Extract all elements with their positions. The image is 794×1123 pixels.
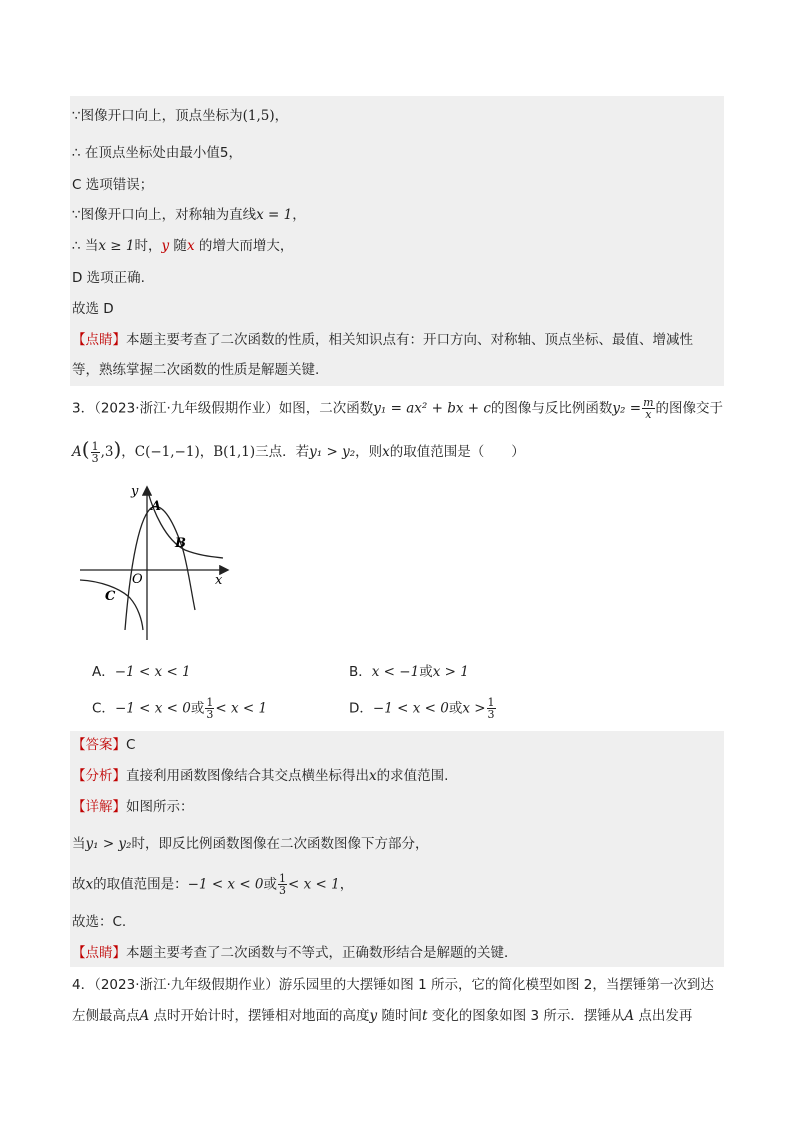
hyperbola-left-branch [80,580,143,630]
q4-stem-line-2: 左侧最高点A 点时开始计时，摆锤相对地面的高度y 随时间t 变化的图象如图 3 所示．摆锤从A 点出发再 [72,1008,693,1024]
origin-label: O [132,572,143,587]
q3-dianjing: 【点睛】本题主要考查了二次函数与不等式，正确数形结合是解题的关键． [72,945,518,961]
prev-line-6: D 选项正确. [72,270,145,286]
q3-analysis: 【分析】直接利用函数图像结合其交点横坐标得出x的求值范围. [72,768,449,784]
q3-stem-fraction: $\frac{m}{x}$ [643,396,654,421]
point-a-fraction: $\frac{1}{3}$ [91,439,99,465]
q3-detail-line-2: 当y₁ > y₂时，即反比例函数图像在二次函数图像下方部分， [72,836,429,852]
option-c[interactable]: C．−1 < x < 0或 $\frac{1}{3}$ < x < 1 [92,696,268,721]
y-axis-label: y [131,484,139,499]
prev-dianjing-2: 等，熟练掌握二次函数的性质是解题关键. [72,362,320,378]
q3-answer: 【答案】C [72,737,136,753]
option-d[interactable]: D．−1 < x < 0或x > $\frac{1}{3}$ [349,696,495,721]
prev-line-3: C 选项错误； [72,177,154,193]
detail-fraction: $\frac{1}{3}$ [279,872,287,897]
q3-stem-line-1: 3．（2023·浙江·九年级假期作业）如图，二次函数y₁ = ax² + bx + c的图像与反比例函数y₂ = $\frac{m}{x}$ 的图像交于 [72,396,724,421]
x-axis-label: x [215,573,223,588]
parabola-curve [125,506,195,630]
q3-stem-line-2: A( $\frac{1}{3}$ ,3)，C(−1,−1)，B(1,1)三点．若y₁ > y₂，则x的取值范围是（ ） [72,437,525,465]
q4-stem-line-1: 4．（2023·浙江·九年级假期作业）游乐园里的大摆锤如图 1 所示，它的简化模型如图 2，当摆锤第一次到达 [72,977,714,993]
prev-line-1: ∵图像开口向上，顶点坐标为(1,5)， [72,108,289,124]
prev-line-2: ∴ 在顶点坐标处由最小值5， [72,145,242,161]
prev-line-4: ∵图像开口向上，对称轴为直线x = 1， [72,207,306,223]
point-b-label: B [175,536,186,551]
prev-line-7: 故选 D [72,301,114,317]
option-b[interactable]: B．x < −1或x > 1 [349,664,469,680]
point-a-label: A [151,499,162,514]
prev-line-5: ∴ 当x ≥ 1时，y 随x 的增大而增大， [72,238,294,254]
prev-dianjing-1: 【点睛】本题主要考查了二次函数的性质，相关知识点有：开口方向、对称轴、顶点坐标、最值、增减性 [72,332,693,348]
q3-detail-line-4: 故选：C. [72,914,127,930]
option-c-fraction: $\frac{1}{3}$ [206,696,214,721]
option-d-fraction: $\frac{1}{3}$ [487,696,495,721]
q3-function-graph [75,480,240,645]
q3-detail-line-3: 故x的取值范围是：−1 < x < 0或 $\frac{1}{3}$ < x < 1， [72,872,354,897]
point-c-label: C [105,589,116,604]
q3-detail: 【详解】如图所示： [72,799,194,815]
option-a[interactable]: A．−1 < x < 1 [92,664,191,680]
